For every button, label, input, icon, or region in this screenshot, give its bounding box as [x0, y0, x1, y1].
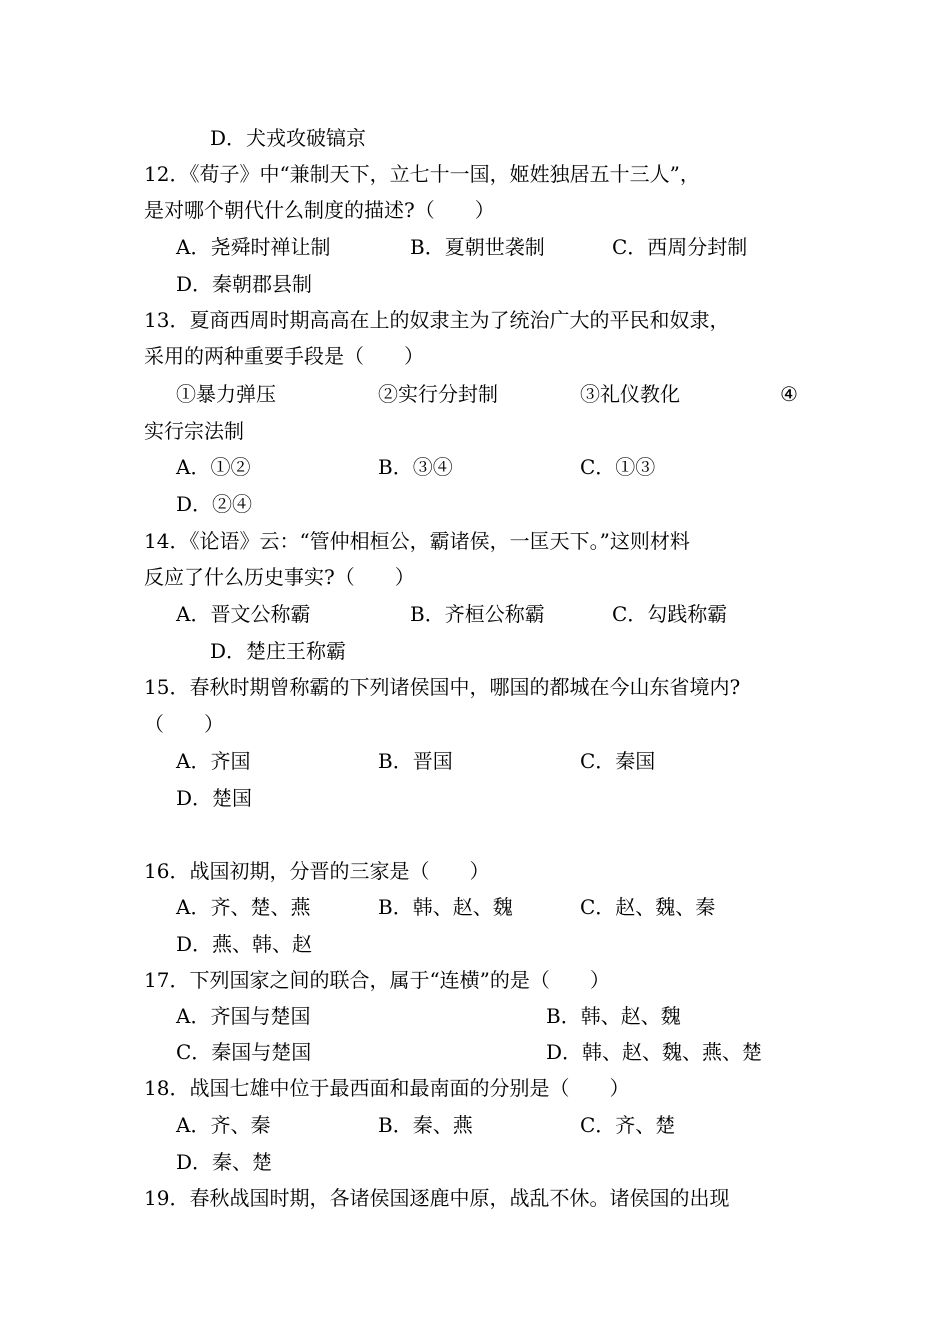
q15-stem-line2: （ ）	[144, 712, 224, 736]
q13-option-b: B．③④	[378, 455, 453, 479]
q17-option-d: D．韩、赵、魏、燕、楚	[546, 1040, 763, 1064]
q15-option-d: D．楚国	[176, 786, 253, 810]
q18-option-a: A．齐、秦	[176, 1113, 271, 1137]
q16-option-b: B．韩、赵、魏	[378, 895, 513, 919]
q14-stem-line2: 反应了什么历史事实?（ ）	[144, 565, 415, 589]
q12-option-d: D．秦朝郡县制	[176, 272, 313, 296]
q19-stem-line1: 19．春秋战国时期，各诸侯国逐鹿中原，战乱不休。诸侯国的出现	[144, 1186, 730, 1210]
q13-item-4-text: 实行宗法制	[144, 419, 244, 443]
q12-option-c: C．西周分封制	[612, 235, 748, 259]
q16-option-d: D．燕、韩、赵	[176, 932, 313, 956]
q12-stem-line1: 12．《荀子》中“兼制天下，立七十一国，姬姓独居五十三人”，	[144, 162, 700, 186]
q13-item-2: ②实行分封制	[378, 382, 498, 406]
q12-option-b: B．夏朝世袭制	[410, 235, 545, 259]
q14-option-d: D．楚庄王称霸	[210, 639, 347, 663]
q16-option-a: A．齐、楚、燕	[176, 895, 311, 919]
q14-stem-line1: 14．《论语》云：“管仲相桓公，霸诸侯，一匡天下。”这则材料	[144, 529, 690, 553]
q12-stem-line2: 是对哪个朝代什么制度的描述?（ ）	[144, 198, 495, 222]
q11-option-d: D．犬戎攻破镐京	[210, 126, 367, 150]
q17-option-c: C．秦国与楚国	[176, 1040, 312, 1064]
q15-option-a: A．齐国	[176, 749, 251, 773]
q14-option-c: C．勾践称霸	[612, 602, 728, 626]
q18-option-d: D．秦、楚	[176, 1150, 273, 1174]
q13-option-a: A．①②	[176, 455, 251, 479]
q13-item-1: ①暴力弹压	[176, 382, 276, 406]
q15-stem-line1: 15．春秋时期曾称霸的下列诸侯国中，哪国的都城在今山东省境内?	[144, 675, 741, 699]
q16-stem: 16．战国初期，分晋的三家是（ ）	[144, 859, 490, 883]
q17-option-a: A．齐国与楚国	[176, 1004, 311, 1028]
q18-option-c: C．齐、楚	[580, 1113, 676, 1137]
q18-option-b: B．秦、燕	[378, 1113, 473, 1137]
q13-item-4-mark: ④	[780, 382, 798, 406]
q13-item-3: ③礼仪教化	[580, 382, 680, 406]
q16-option-c: C．赵、魏、秦	[580, 895, 716, 919]
q13-option-d: D．②④	[176, 492, 253, 516]
q14-option-b: B．齐桓公称霸	[410, 602, 545, 626]
q13-option-c: C．①③	[580, 455, 656, 479]
q15-option-b: B．晋国	[378, 749, 453, 773]
q17-option-b: B．韩、赵、魏	[546, 1004, 681, 1028]
q12-option-a: A．尧舜时禅让制	[176, 235, 331, 259]
q17-stem: 17．下列国家之间的联合，属于“连横”的是（ ）	[144, 968, 610, 992]
q13-stem-line2: 采用的两种重要手段是（ ）	[144, 344, 424, 368]
q13-stem-line1: 13．夏商西周时期高高在上的奴隶主为了统治广大的平民和奴隶，	[144, 308, 730, 332]
q15-option-c: C．秦国	[580, 749, 656, 773]
q14-option-a: A．晋文公称霸	[176, 602, 311, 626]
q18-stem: 18．战国七雄中位于最西面和最南面的分别是（ ）	[144, 1076, 630, 1100]
